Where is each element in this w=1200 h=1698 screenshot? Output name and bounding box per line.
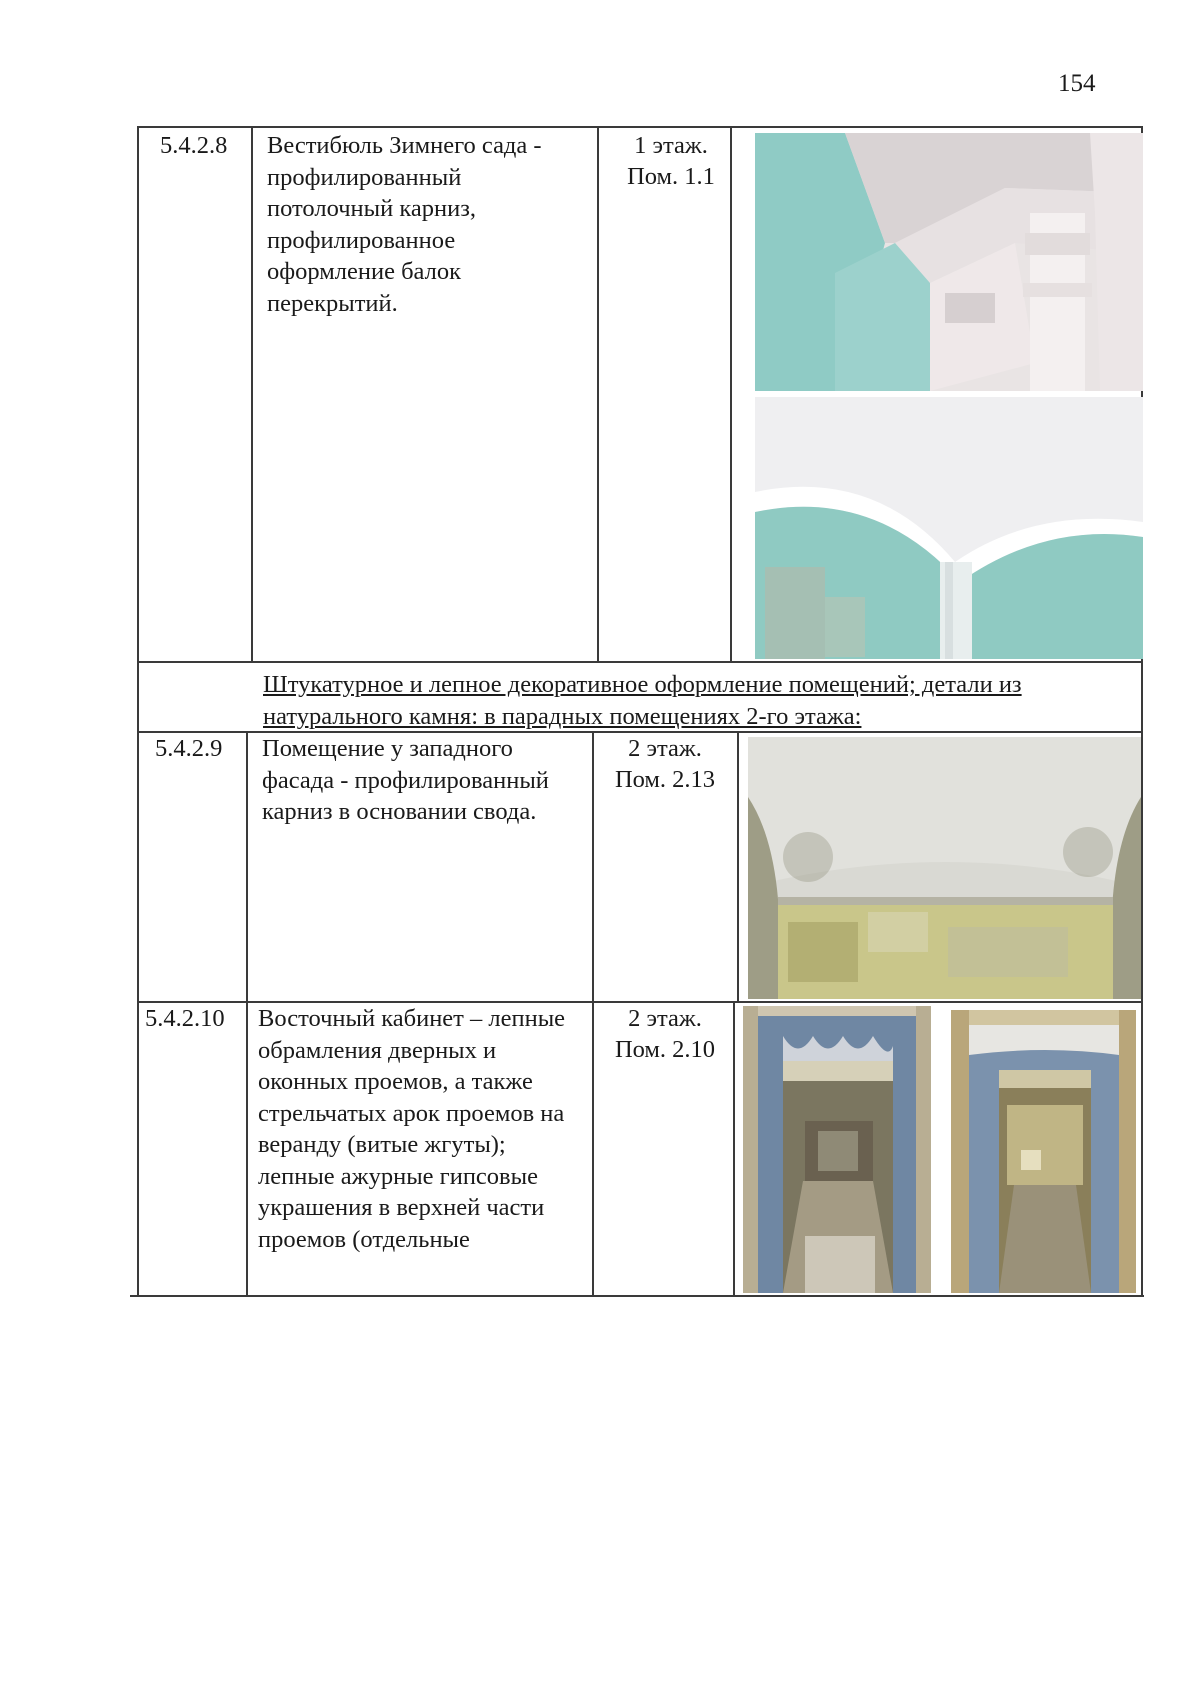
row-number: 5.4.2.8: [160, 132, 228, 159]
photo-doorway-arch-right: [951, 1010, 1136, 1293]
row-number: 5.4.2.9: [155, 735, 223, 762]
page-number: 154: [1058, 70, 1096, 97]
row-description: Помещение у западного фасада - профилированный карниз в основании свода.: [262, 735, 549, 825]
row-room: Пом. 1.1: [627, 163, 715, 190]
photo-ceiling-cornice: [755, 397, 1143, 659]
table-rule: [730, 126, 732, 662]
row-floor: 1 этаж.: [634, 132, 708, 159]
section-heading: Штукатурное и лепное декоративное оформление помещений; детали из натурального камня: в парадных помещениях 2-го этажа:: [263, 671, 1022, 730]
table-rule: [737, 731, 739, 1001]
table-rule: [597, 126, 599, 662]
row-description: Восточный кабинет – лепные обрамления дверных и оконных проемов, а также стрельчатых арок проемов на веранду (витые жгуты); лепные ажурные гипсовые украшения в верхней части проемов (отдельные: [258, 1005, 566, 1253]
row-room: Пом. 2.10: [614, 1036, 716, 1063]
photo-vault-cornice: [748, 737, 1141, 999]
row-room: Пом. 2.13: [614, 766, 716, 793]
table-rule: [246, 731, 248, 1295]
row-description: Вестибюль Зимнего сада - профилированный потолочный карниз, профилированное оформление балок перекрытий.: [267, 132, 542, 317]
table-rule: [592, 731, 594, 1295]
table-rule-bottom: [130, 1295, 1144, 1297]
table-rule: [137, 661, 1141, 663]
table-rule-top: [137, 126, 1141, 128]
table-rule-left: [137, 126, 139, 1295]
row-floor: 2 этаж.: [628, 735, 702, 762]
row-floor: 2 этаж.: [628, 1005, 702, 1032]
table-rule: [251, 126, 253, 662]
photo-doorway-arch-left: [743, 1006, 931, 1293]
row-number: 5.4.2.10: [145, 1005, 225, 1032]
photo-beam-ceiling: [755, 133, 1143, 391]
